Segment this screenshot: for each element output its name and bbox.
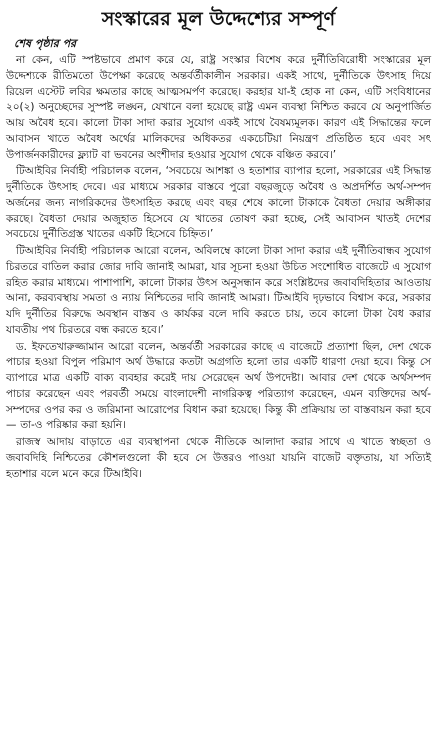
article-paragraph: টিআইবির নির্বাহী পরিচালক আরো বলেন, অবিলম্বে কালো টাকা সাদা করার এই দুর্নীতিবান্ধব সুযোগ চিরতরে বাতিল করার জোর দাবি জানাই আমরা, যার সূচনা হওয়া উচিত সংশোধিত বাজেটে এ সুযোগ রহিত করার মাধ্যমে। পাশাপাশি, কালো টাকার উৎস অনুসন্ধান করে সংশ্লিষ্টদের জবাবদিহিতার আওতায় আনা, করব্যবস্থায় সমতা ও ন্যায় নিশ্চিতের দাবি জানাই আমরা। টিআইবি দৃঢ়ভাবে বিশ্বাস করে, সরকার যদি দুর্নীতির বিরুদ্ধে অবস্থান বাস্তব ও কার্যকর বলে দাবি করতে চায়, তবে কালো টাকা বৈধ করার যাবতীয় পথ চিরতরে বন্ধ করতে হবে।’ [6,245,431,336]
headline: সংস্কারের মূল উদ্দেশ্যের সম্পূর্ণ [101,8,336,30]
continued-from-label: শেষ পৃষ্ঠার পর [14,37,77,50]
article-paragraph: ড. ইফতেখারুজ্জামান আরো বলেন, অন্তর্বর্তী সরকারের কাছে এ বাজেটে প্রত্যাশা ছিল, দেশ থেকে পাচার হওয়া বিপুল পরিমাণ অর্থ উদ্ধারে কতটা অগ্রগতি হলো তার একটি ধারণা দেয়া হবে। কিন্তু সে ব্যাপারে মাত্র একটি বাক্য ব্যবহার করেই দায় সেরেছেন অর্থ উপদেষ্টা। আবার দেশ থেকে অর্থসম্পদ পাচার করেছেন এবং পরবর্তী সময়ে বাংলাদেশী নাগরিকত্ব পরিত্যাগ করেছেন, এমন ব্যক্তিদের অর্থ-সম্পদের ওপর কর ও জরিমানা আরোপের বিধান করা হয়েছে। কিন্তু কী প্রক্রিয়ায় তা বাস্তবায়ন করা হবে— তা-ও পরিষ্কার করা হয়নি। [6,340,431,432]
article-paragraph: রাজস্ব আদায় বাড়াতে এর ব্যবস্থাপনা থেকে নীতিকে আলাদা করার সাথে এ খাতে স্বচ্ছতা ও জবাবদিহি নিশ্চিতের কৌশলগুলো কী হবে সে উত্তরও পাওয়া যায়নি বাজেট বক্তৃতায়, যা সত্যিই হতাশার বলে মনে করে টিআইবি। [6,436,431,480]
article-paragraph: না কেন, এটি স্পষ্টভাবে প্রমাণ করে যে, রাষ্ট্র সংস্কার বিশেষ করে দুর্নীতিবিরোধী সংস্কারের মূল উদ্দেশ্যকে রীতিমতো উপেক্ষা করেছে অন্তর্বর্তীকালীন সরকার। একই সাথে, দুর্নীতিকে উৎসাহ দিয়ে রিয়েল এস্টেট লবির ক্ষমতার কাছে আত্মসমর্পণ করেছে। করহার যা-ই হোক না কেন, এটি সংবিধানের ২০(২) অনুচ্ছেদের সুস্পষ্ট লঙ্ঘন, যেখানে বলা হয়েছে রাষ্ট্র এমন ব্যবস্থা নিশ্চিত করবে যে অনুপার্জিত আয় অবৈধ হবে। কালো টাকা সাদা করার সুযোগ একই সাথে বৈষম্যমূলক। কারণ এই সিদ্ধান্তের ফলে আবাসন খাতে অবৈধ অর্থের মালিকদের অধিকতর একচেটিয়া নিয়ন্ত্রণ প্রতিষ্ঠিত হবে এবং সৎ উপার্জনকারীদের ফ্ল্যাট বা ভবনের অংশীদার হওয়ার সুযোগ থেকে বঞ্চিত করবে।’ [6,54,431,161]
article-paragraph: টিআইবির নির্বাহী পরিচালক বলেন, ‘সবচেয়ে আশঙ্কা ও হতাশার ব্যাপার হলো, সরকারের এই সিদ্ধান্ত দুর্নীতিকে উৎসাহ দেবে। এর মাধ্যমে সরকার বাস্তবে পুরো বছরজুড়ে অবৈধ ও অপ্রদর্শিত অর্থ-সম্পদ অর্জনের জন্য নাগরিকদের উৎসাহিত করছে এবং বছর শেষে কালো টাকাকে বৈধতা দেয়ার অঙ্গীকার করছে। বৈধতা দেয়ার অজুহাত হিসেবে যে খাতের তোষণ করা হচ্ছে, সেই আবাসন খাতই দেশের সবচেয়ে দুর্নীতিগ্রস্ত খাতের একটি হিসেবে চিহ্নিত।’ [6,165,431,241]
